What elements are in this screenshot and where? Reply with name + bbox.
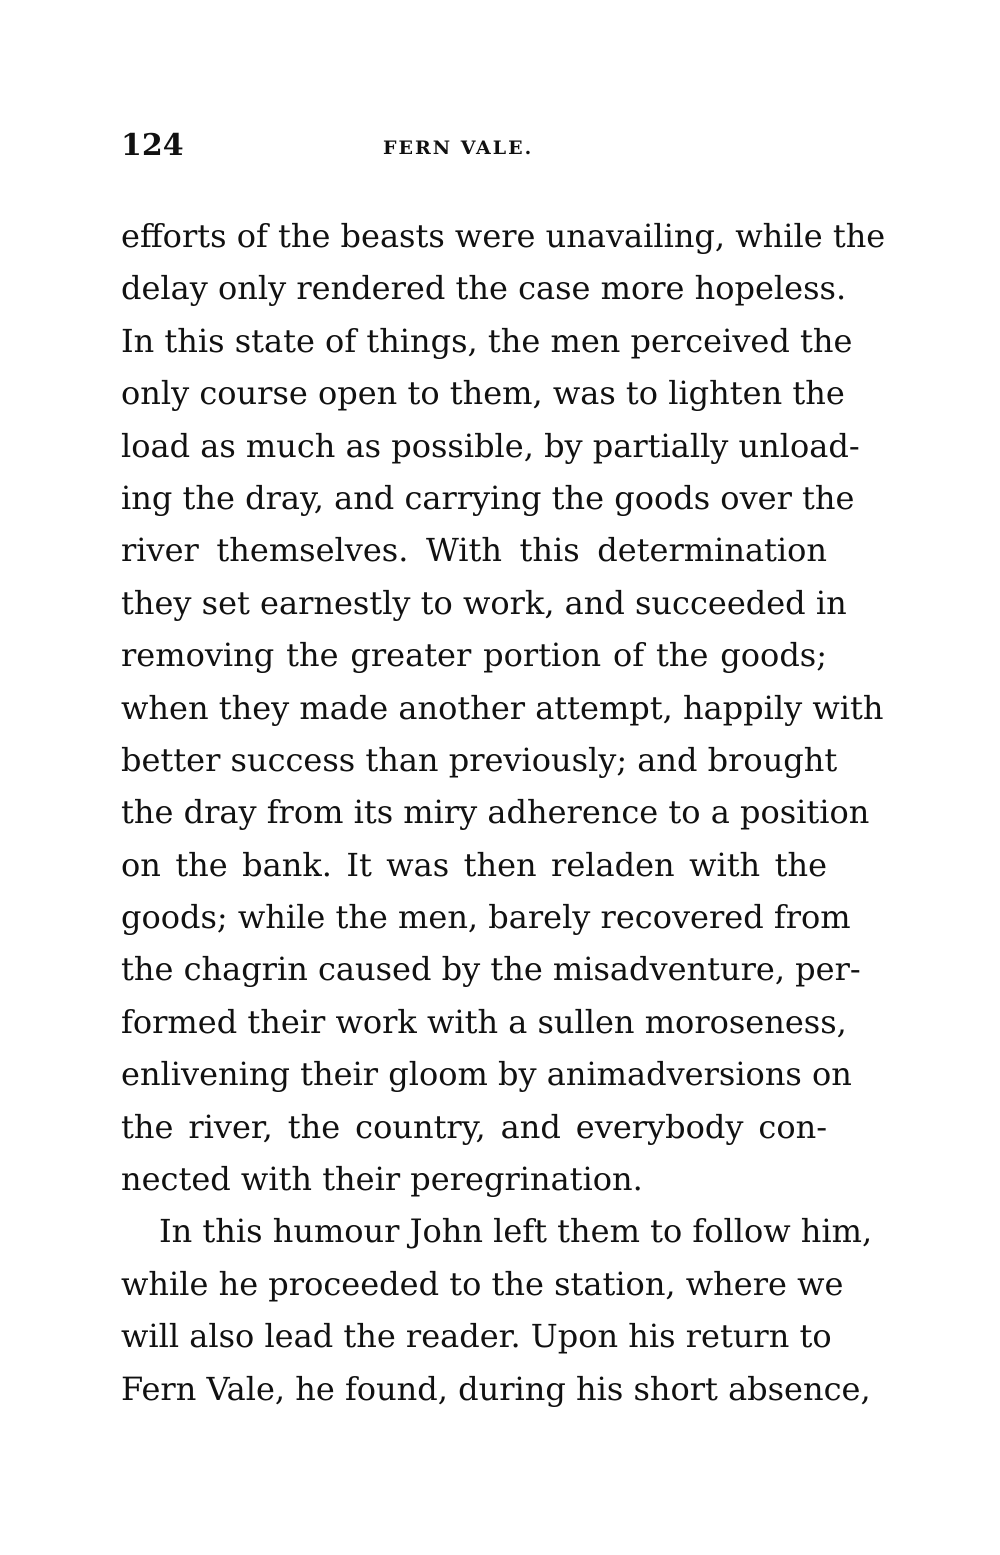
text-line: better success than previously; and brought <box>121 740 838 779</box>
text-line: on the bank. It was then reladen with the <box>121 845 827 884</box>
text-line: In this state of things, the men perceived the <box>121 321 853 360</box>
text-line: river themselves. With this determination <box>121 531 827 570</box>
text-line: goods; while the men, barely recovered from <box>121 898 851 937</box>
text-line: when they made another attempt, happily with <box>121 688 884 727</box>
page-number: 124 <box>121 128 184 163</box>
paragraph-2 <box>121 1205 873 1415</box>
text-line: while he proceeded to the station, where we <box>121 1264 844 1303</box>
text-line: load as much as possible, by partially unload- <box>121 426 860 465</box>
text-line: delay only rendered the case more hopeless. <box>121 269 847 308</box>
text-line: enlivening their gloom by animadversions on <box>121 1055 852 1094</box>
text-line: the river, the country, and everybody con- <box>121 1107 827 1146</box>
paragraph-1 <box>121 210 886 1205</box>
text-line: the dray from its miry adherence to a position <box>121 793 870 832</box>
text-line: will also lead the reader. Upon his return to <box>121 1317 832 1356</box>
text-line: removing the greater portion of the goods; <box>121 636 827 675</box>
running-head <box>121 128 827 168</box>
body-text <box>121 210 886 1415</box>
running-title: FERN VALE. <box>383 137 534 159</box>
text-line: nected with their peregrination. <box>121 1160 643 1199</box>
text-line: In this humour John left them to follow him, <box>159 1212 873 1251</box>
text-line: the chagrin caused by the misadventure, per- <box>121 950 861 989</box>
text-line: formed their work with a sullen moroseness, <box>121 1002 847 1041</box>
text-line: ing the dray, and carrying the goods over the <box>121 478 855 517</box>
text-line: they set earnestly to work, and succeeded in <box>121 583 847 622</box>
text-line: Fern Vale, he found, during his short absence, <box>121 1369 871 1408</box>
text-line: efforts of the beasts were unavailing, while the <box>121 217 886 255</box>
text-line: only course open to them, was to lighten the <box>121 374 845 413</box>
